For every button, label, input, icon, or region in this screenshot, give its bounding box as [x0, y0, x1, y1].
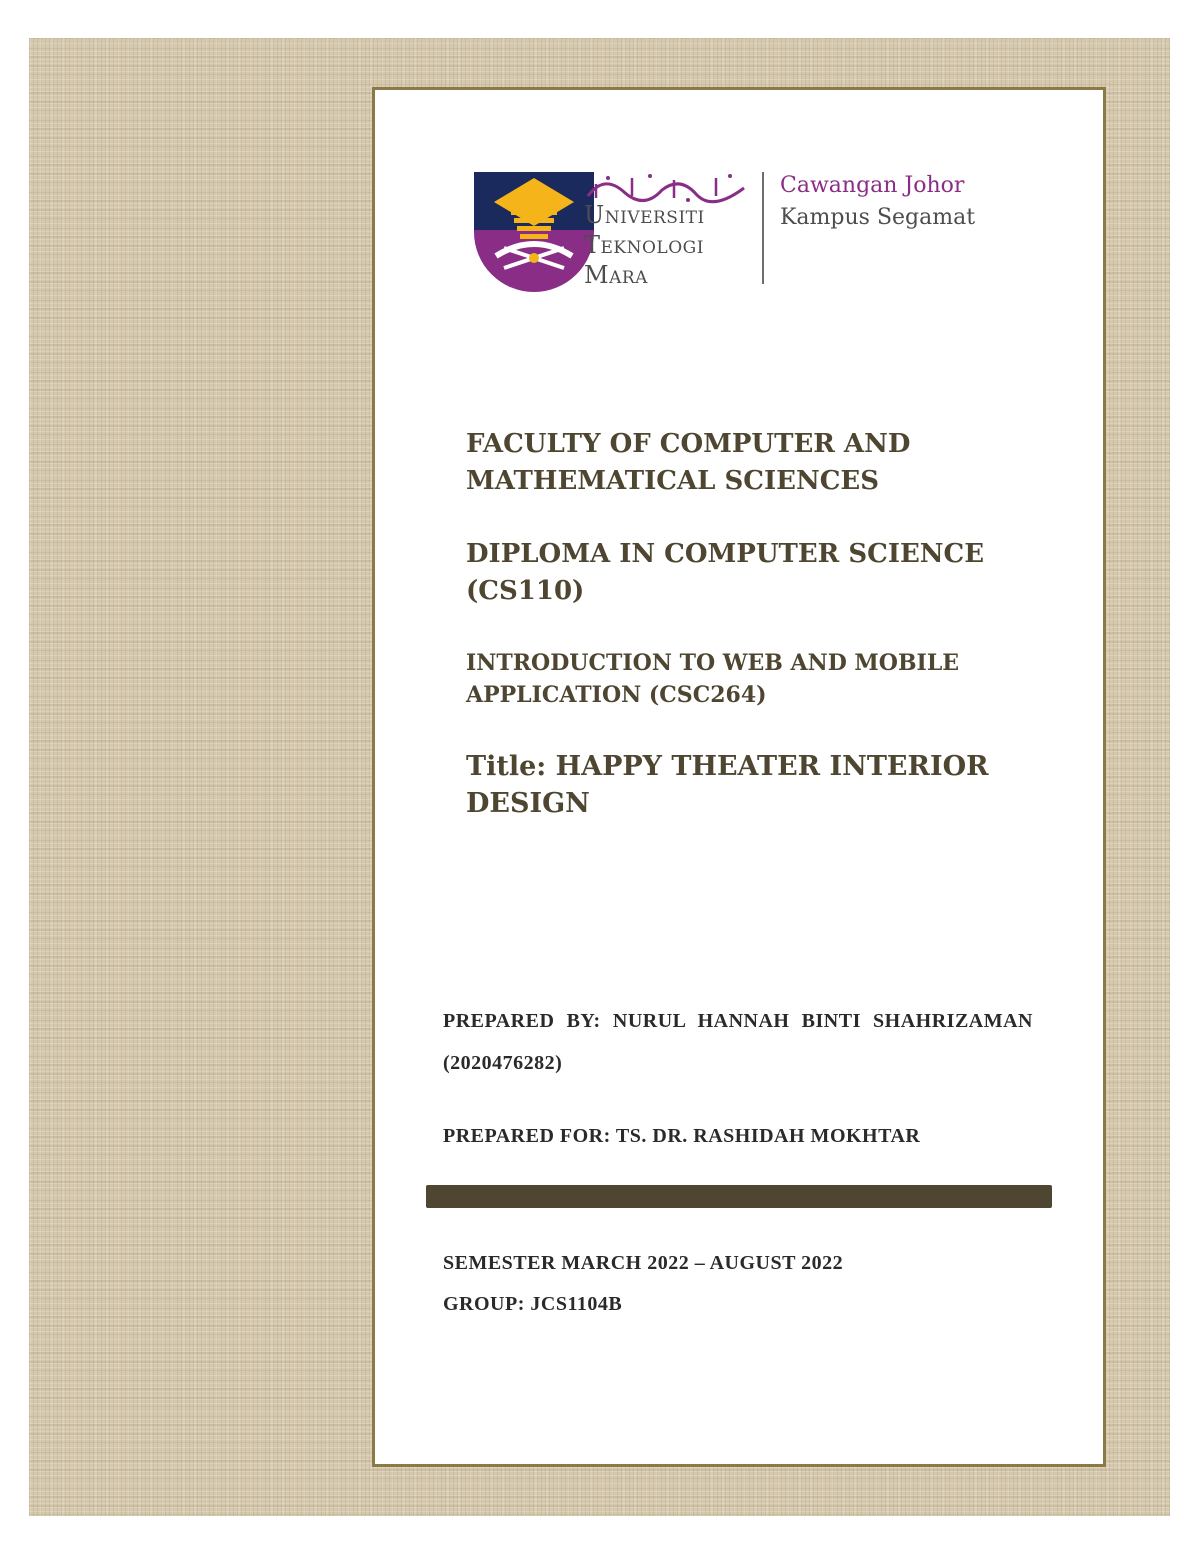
prepared-by: PREPARED BY: NURUL HANNAH BINTI SHAHRIZAMAN (2020476282): [443, 1010, 1033, 1074]
prepared-for: PREPARED FOR: TS. DR. RASHIDAH MOKHTAR: [443, 1125, 921, 1147]
university-line-2: Teknologi: [584, 231, 704, 259]
campus-name: Kampus Segamat: [780, 205, 976, 230]
faculty-heading: FACULTY OF COMPUTER AND MATHEMATICAL SCIENCES: [466, 429, 911, 496]
university-line-3: Mara: [584, 261, 648, 289]
divider-bar: [426, 1185, 1052, 1208]
jawi-script: [584, 170, 749, 204]
course-heading: INTRODUCTION TO WEB AND MOBILE APPLICATION (CSC264): [466, 650, 960, 708]
semester: SEMESTER MARCH 2022 – AUGUST 2022: [443, 1252, 844, 1274]
university-line-1: Universiti: [584, 201, 705, 229]
university-name: [584, 200, 705, 290]
group: GROUP: JCS1104B: [443, 1293, 623, 1315]
project-title: Title: HAPPY THEATER INTERIOR DESIGN: [466, 751, 989, 819]
campus-block: [780, 170, 975, 234]
diploma-heading: DIPLOMA IN COMPUTER SCIENCE (CS110): [466, 539, 985, 606]
uitm-crest-logo: [474, 172, 594, 292]
branch-name: Cawangan Johor: [780, 173, 965, 198]
logo-divider: [762, 172, 764, 284]
